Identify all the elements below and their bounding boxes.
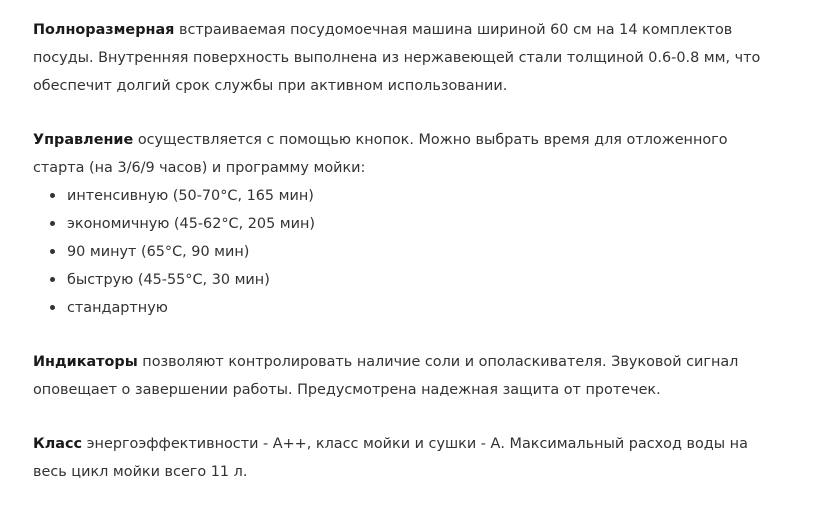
text-line [33,348,833,376]
text-line [33,16,833,44]
paragraph-size [33,16,833,100]
text-line [33,430,833,458]
text-span: энергоэффективности - А++, класс мойки и сушки - А. Максимальный расход воды на [82,436,748,452]
text-line [33,126,833,154]
text-span: осуществляется с помощью кнопок. Можно выбрать время для отложенного [133,132,728,148]
bold-lead: Полноразмерная [33,22,175,38]
bullet-icon [50,221,55,226]
text-line: посуды. Внутренняя поверхность выполнена из нержавеющей стали толщиной 0.6-0.8 мм, что [33,50,761,66]
bullet-icon [50,249,55,254]
text-line: весь цикл мойки всего 11 л. [33,464,248,480]
list-item [33,238,833,266]
list-item [33,266,833,294]
text-line: обеспечит долгий срок службы при активном использовании. [33,78,508,94]
paragraph-indicators [33,348,833,404]
bullet-icon [50,277,55,282]
bold-lead: Управление [33,132,134,148]
bullet-icon [50,193,55,198]
list-item-text: 90 минут (65°C, 90 мин) [67,244,250,260]
list-item-text: быструю (45-55°C, 30 мин) [67,272,270,288]
bullet-icon [50,305,55,310]
list-item [33,294,833,322]
product-description [33,16,833,512]
bold-lead: Класс [33,436,83,452]
list-item [33,182,833,210]
text-span: встраиваемая посудомоечная машина шириной 60 см на 14 комплектов [174,22,733,38]
list-item-text: интенсивную (50-70°C, 165 мин) [67,188,314,204]
list-item-text: экономичную (45-62°C, 205 мин) [67,216,316,232]
paragraph-class [33,430,833,486]
paragraph-controls [33,126,833,322]
list-item-text: стандартную [67,300,168,316]
text-line: старта (на 3/6/9 часов) и программу мойки: [33,160,366,176]
program-list [33,182,833,322]
list-item [33,210,833,238]
text-line: оповещает о завершении работы. Предусмотрена надежная защита от протечек. [33,382,661,398]
text-span: позволяют контролировать наличие соли и ополаскивателя. Звуковой сигнал [137,354,739,370]
bold-lead: Индикаторы [33,354,138,370]
